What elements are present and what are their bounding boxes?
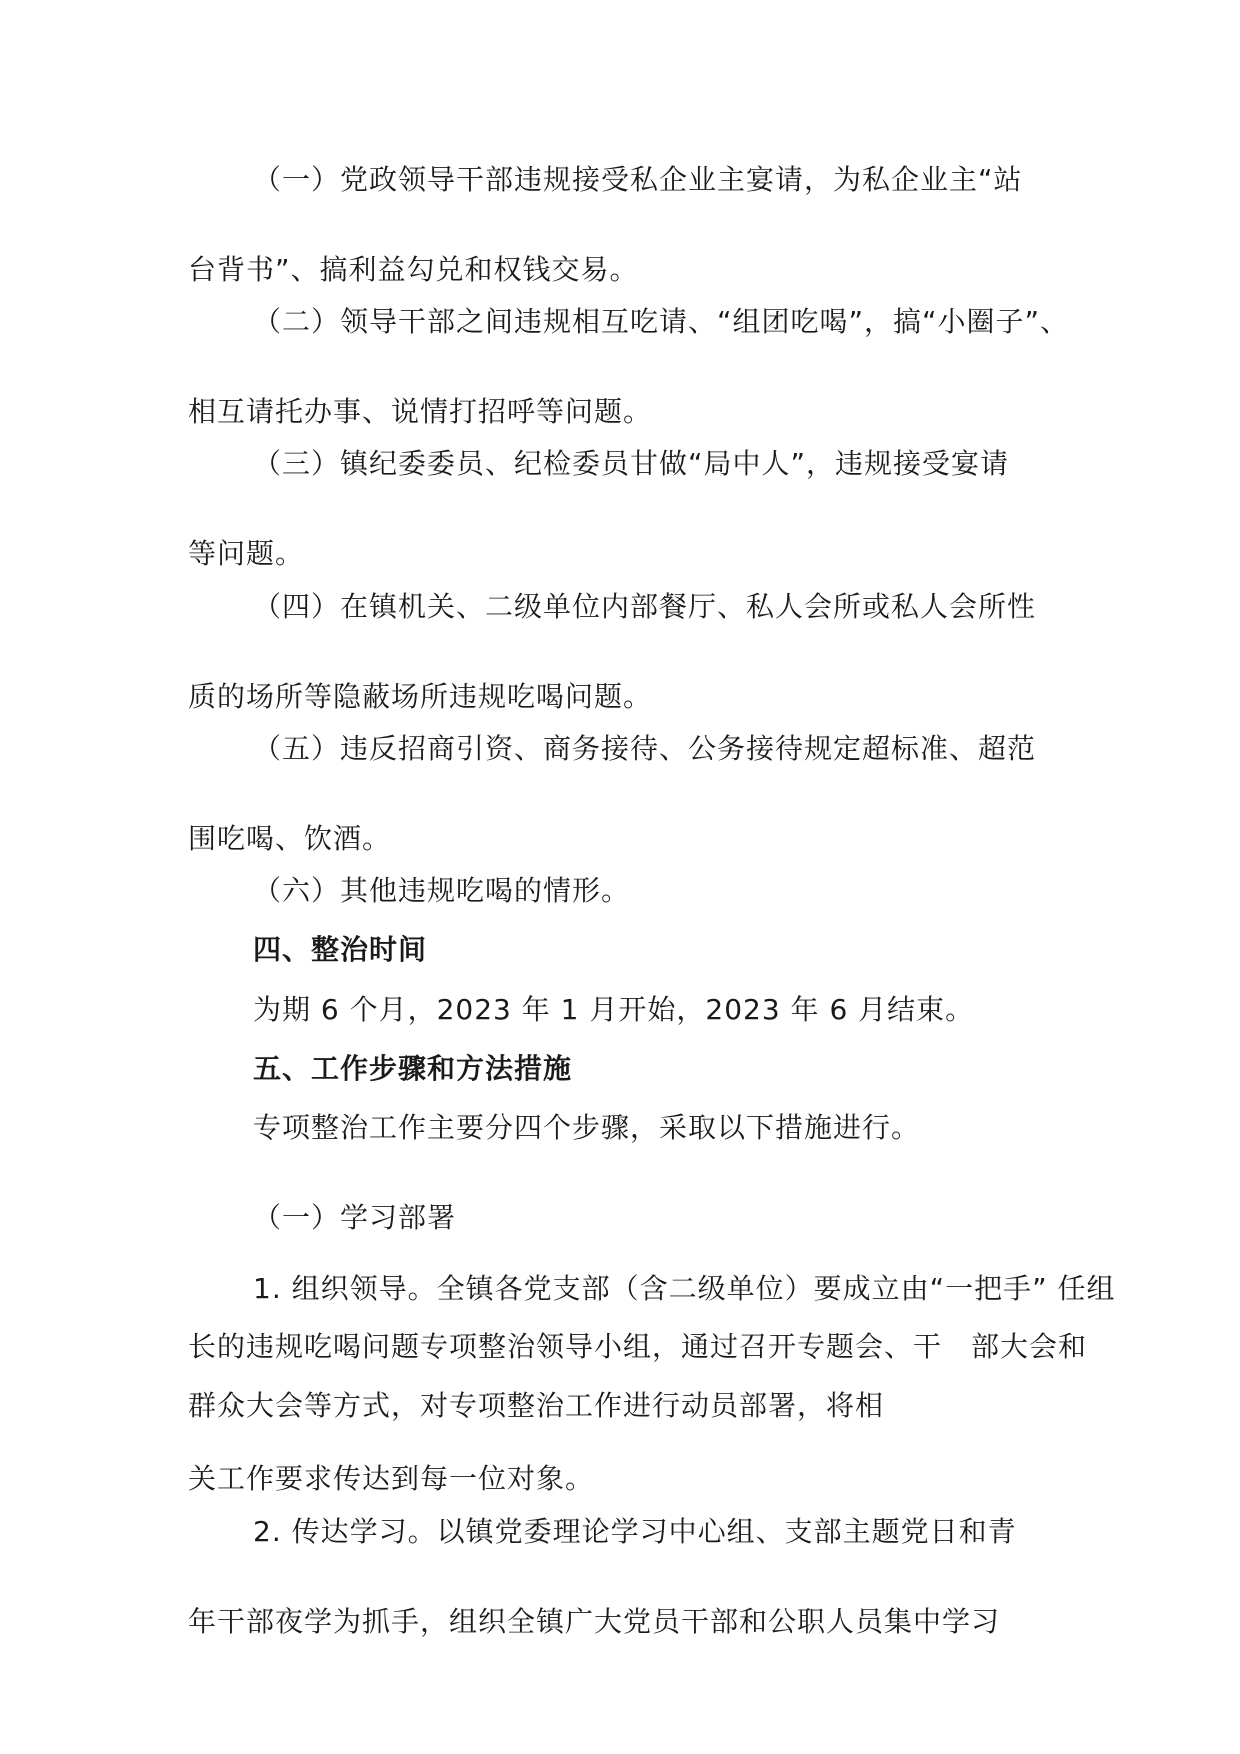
item-2-line-2: 相互请托办事、说情打招呼等问题。 [188,395,653,428]
item-5-line-2: 围吃喝、饮酒。 [188,822,392,855]
step-1-line-4: 关工作要求传达到每一位对象。 [188,1462,595,1495]
item-6-line-1: （六）其他违规吃喝的情形。 [253,874,631,907]
step-1-line-1: 1. 组织领导。全镇各党支部（含二级单位）要成立由“一把手” 任组 [253,1272,1116,1305]
item-3-line-1: （三）镇纪委委员、纪检委员甘做“局中人”，违规接受宴请 [253,447,1010,480]
item-1-line-1: （一）党政领导干部违规接受私企业主宴请，为私企业主“站 [253,163,1023,196]
item-4-line-2: 质的场所等隐蔽场所违规吃喝问题。 [188,680,653,713]
section-5-intro: 专项整治工作主要分四个步骤，采取以下措施进行。 [253,1111,921,1144]
item-2-line-1: （二）领导干部之间违规相互吃请、“组团吃喝”，搞“小圈子”、 [253,305,1070,338]
section-4-body: 为期 6 个月，2023 年 1 月开始，2023 年 6 月结束。 [253,993,975,1026]
step-1-line-3: 群众大会等方式，对专项整治工作进行动员部署，将相 [188,1389,885,1422]
section-5-heading: 五、工作步骤和方法措施 [253,1052,573,1085]
section-4-heading: 四、整治时间 [253,933,428,966]
step-2-line-1: 2. 传达学习。以镇党委理论学习中心组、支部主题党日和青 [253,1515,1017,1548]
subsection-1-heading: （一）学习部署 [253,1201,457,1234]
step-2-line-2: 年干部夜学为抓手，组织全镇广大党员干部和公职人员集中学习 [188,1605,1001,1638]
item-3-line-2: 等问题。 [188,537,305,570]
item-1-line-2: 台背书”、搞利益勾兑和权钱交易。 [188,253,639,286]
step-1-line-2: 长的违规吃喝问题专项整治领导小组，通过召开专题会、干 部大会和 [188,1330,1088,1363]
item-5-line-1: （五）违反招商引资、商务接待、公务接待规定超标准、超范 [253,732,1037,765]
item-4-line-1: （四）在镇机关、二级单位内部餐厅、私人会所或私人会所性 [253,590,1037,623]
